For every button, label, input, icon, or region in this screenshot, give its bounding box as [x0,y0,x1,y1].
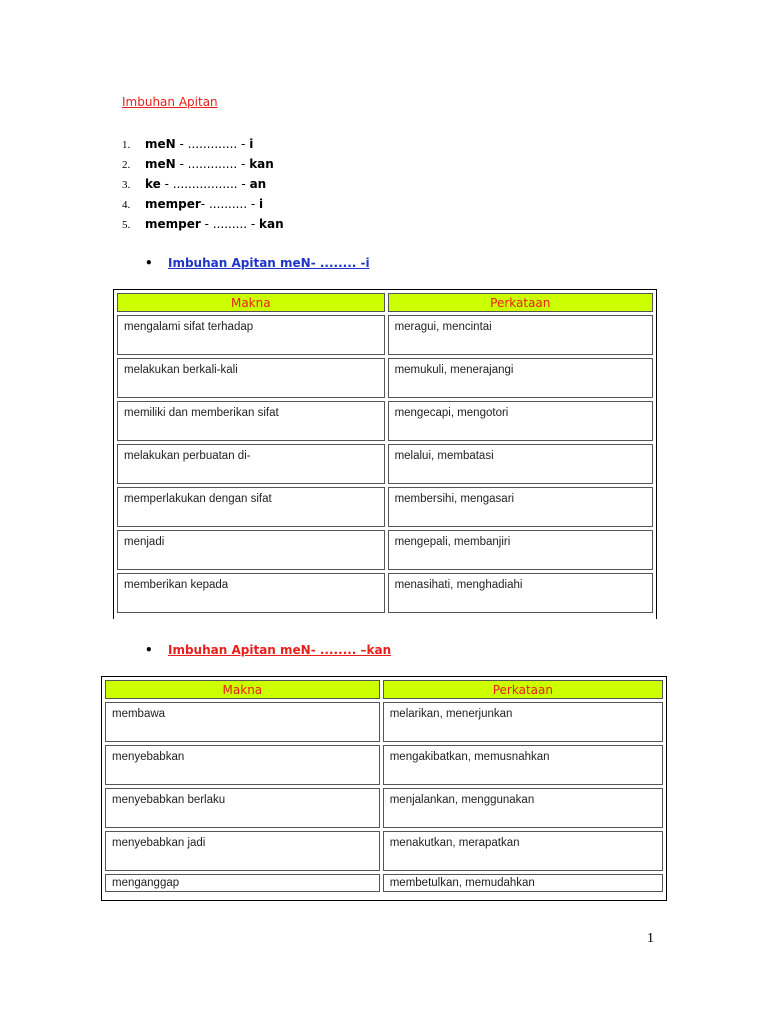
cell-perkataan: mengakibatkan, memusnahkan [383,745,663,785]
table-row [117,358,653,398]
table-row [105,874,663,892]
cell-perkataan: membetulkan, memudahkan [383,874,663,892]
cell-makna: menjadi [117,530,385,570]
table-row [105,702,663,742]
cell-makna: membawa [105,702,380,742]
cell-makna: memiliki dan memberikan sifat [117,401,385,441]
header-makna: Makna [117,293,385,312]
list-item: 5. memper - ......... - kan [122,217,284,231]
table-row [117,573,653,613]
section1-table [113,289,657,619]
cell-perkataan: menakutkan, merapatkan [383,831,663,871]
table-row [117,315,653,355]
table-header-row [105,680,663,699]
cell-perkataan: mengepali, membanjiri [388,530,653,570]
cell-perkataan: mengecapi, mengotori [388,401,653,441]
cell-perkataan: menasihati, menghadiahi [388,573,653,613]
table-row [117,487,653,527]
cell-makna: menyebabkan berlaku [105,788,380,828]
header-perkataan: Perkataan [383,680,663,699]
bullet-icon: • [145,643,153,657]
section1-heading-link[interactable]: Imbuhan Apitan meN- ........ -i [168,256,370,270]
cell-makna: menyebabkan jadi [105,831,380,871]
cell-makna: melakukan berkali-kali [117,358,385,398]
section2-heading [145,643,391,657]
cell-makna: memberikan kepada [117,573,385,613]
imbuhan-list [122,134,284,234]
table-row [105,745,663,785]
list-item: 2. meN - ............. - kan [122,157,274,171]
cell-makna: memperlakukan dengan sifat [117,487,385,527]
table-header-row [117,293,653,312]
table-row [117,444,653,484]
section2-table [101,676,667,901]
list-item: 4. memper- .......... - i [122,197,264,211]
list-item: 1. meN - ............. - i [122,137,254,151]
cell-perkataan: melalui, membatasi [388,444,653,484]
cell-perkataan: melarikan, menerjunkan [383,702,663,742]
cell-perkataan: meragui, mencintai [388,315,653,355]
section2-heading-link[interactable]: Imbuhan Apitan meN- ........ –kan [168,643,392,657]
cell-makna: menganggap [105,874,380,892]
cell-makna: melakukan perbuatan di- [117,444,385,484]
cell-makna: mengalami sifat terhadap [117,315,385,355]
table-row [117,401,653,441]
header-makna: Makna [105,680,380,699]
cell-perkataan: membersihi, mengasari [388,487,653,527]
cell-makna: menyebabkan [105,745,380,785]
cell-perkataan: memukuli, menerajangi [388,358,653,398]
table-row [105,788,663,828]
cell-perkataan: menjalankan, menggunakan [383,788,663,828]
header-perkataan: Perkataan [388,293,653,312]
page-number: 1 [647,931,654,946]
list-item: 3. ke - ................. - an [122,177,267,191]
table-row [117,530,653,570]
table-row [105,831,663,871]
bullet-icon: • [145,256,153,270]
section1-heading [145,256,370,270]
page-title: Imbuhan Apitan [122,95,218,109]
